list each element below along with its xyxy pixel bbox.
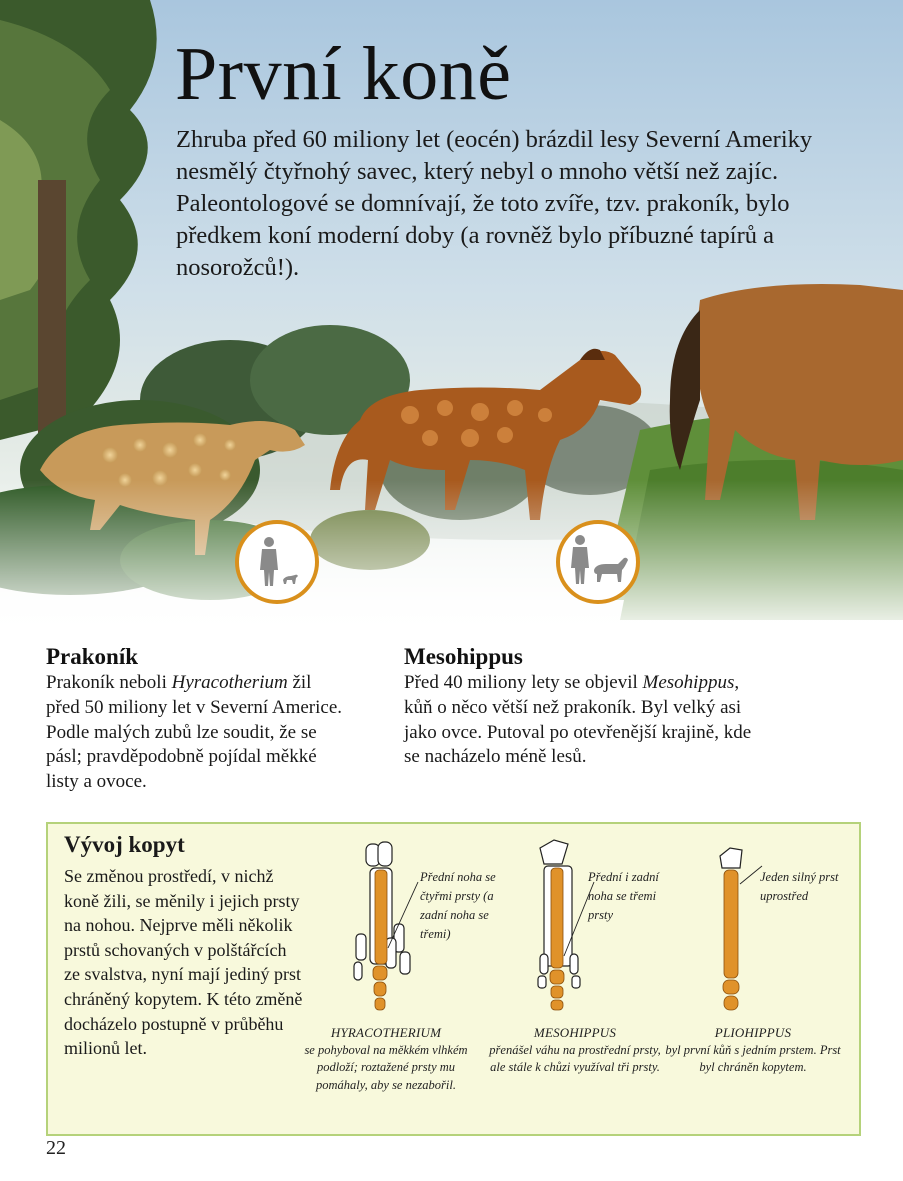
scale-circle-hyracotherium — [235, 520, 319, 604]
scale-circle-mesohippus — [556, 520, 640, 604]
pliohippus-caption — [658, 1024, 848, 1077]
hyracotherium-caption — [301, 1024, 471, 1094]
text-part: Prakoník neboli — [46, 672, 172, 693]
text-part: , kůň o něco větší než prakoník. Byl velký asi jako ovce. Putoval po otevřenější krajině, kde se nacházelo méně lesů. — [404, 672, 752, 768]
mesohippus-caption-text: přenášel váhu na prostřední prsty, ale stále k chůzi využíval tři prsty. — [489, 1042, 661, 1074]
pliohippus-caption-text: byl první kůň s jedním prstem. Prst byl chráněn kopytem. — [665, 1042, 841, 1074]
pliohippus-name: PLIOHIPPUS — [714, 1025, 792, 1040]
intro-paragraph: Zhruba před 60 miliony let (eocén) brázdil lesy Severní Ameriky nesmělý čtyřnohý savec, který nebyl o mnoho větší než zajíc. Paleontologové se domnívají, že toto zvíře, tzv. prakoník, bylo předkem koní moderní doby (a rovněž bylo příbuzné tapírů a nosorožců!). — [176, 126, 813, 281]
mesohippus-note: Přední i zadní noha se třemi prsty — [588, 870, 659, 922]
page-number: 22 — [46, 1137, 66, 1159]
human-and-pony-scale-icon — [560, 524, 636, 600]
species-name-italic: Mesohippus — [642, 672, 735, 693]
mesohippus-caption — [485, 1024, 665, 1077]
hyracotherium-foot-diagram — [346, 838, 426, 1016]
species-name-italic: Hyracotherium — [171, 672, 288, 693]
section-prakonik — [46, 643, 346, 795]
text-part: Před 40 miliony lety se objevil — [404, 672, 643, 693]
box-heading: Vývoj kopyt — [64, 832, 185, 857]
section-heading-prakonik: Prakoník — [46, 644, 139, 669]
text-part: žil před 50 miliony let v Severní Americe. Podle malých zubů lze soudit, že se pásl; pravděpodobně pojídal měkké listy a ovoce. — [46, 672, 343, 793]
human-and-small-animal-scale-icon — [239, 524, 315, 600]
hoof-evolution-box — [46, 822, 861, 1136]
hyracotherium-name: HYRACOTHERIUM — [330, 1025, 442, 1040]
box-text: Se změnou prostředí, v nichž koně žili, se měnily i jejich prsty na nohou. Nejprve měli několik prstů schovaných v polštářcích ze svalstva, nyní mají jediný prst chráněný kopytem. K této změně docházelo postupně v průběhu milionů let. — [64, 866, 303, 1059]
hyracotherium-caption-text: se pohyboval na měkkém vlhkém podloží; roztažené prsty mu pomáhaly, aby se nezabořil. — [304, 1042, 468, 1092]
section-heading-mesohippus: Mesohippus — [404, 644, 523, 669]
section-text-prakonik — [46, 671, 346, 795]
pliohippus-note: Jeden silný prst uprostřed — [760, 870, 839, 903]
mesohippus-foot-diagram — [532, 836, 612, 1016]
section-text-mesohippus — [404, 671, 764, 770]
mesohippus-name: MESOHIPPUS — [533, 1025, 617, 1040]
page-title: První koně — [175, 32, 512, 116]
hyracotherium-note: Přední noha se čtyřmi prsty (a zadní noha se třemi) — [420, 870, 496, 941]
section-mesohippus — [404, 643, 764, 770]
